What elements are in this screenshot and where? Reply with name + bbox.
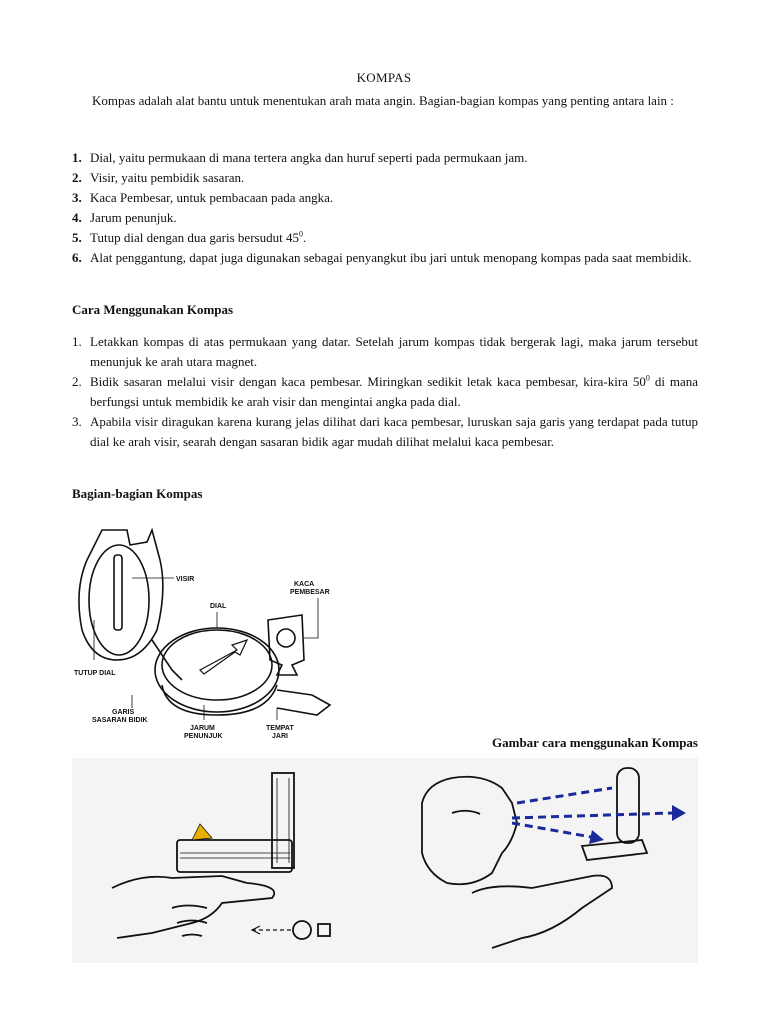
list-text: Dial, yaitu permukaan di mana tertera angka dan huruf seperti pada permukaan jam. (90, 150, 528, 165)
list-item (72, 188, 698, 208)
parts-list (72, 148, 698, 268)
intro-paragraph: Kompas adalah alat bantu untuk menentukan arah mata angin. Bagian-bagian kompas yang penting antara lain : (92, 93, 674, 108)
label-dial: DIAL (210, 603, 227, 610)
label-pembesar: PEMBESAR (290, 589, 330, 596)
figure-caption: Gambar cara menggunakan Kompas (492, 735, 698, 750)
list-item (72, 228, 698, 248)
hand-right-outline (472, 876, 612, 949)
list-text: Tutup dial dengan dua garis bersudut 45 (90, 230, 299, 245)
list-text: Jarum penunjuk. (90, 210, 177, 225)
sight-slot (114, 555, 122, 630)
degree-superscript: 0 (645, 373, 650, 383)
degree-superscript: 0 (298, 229, 303, 239)
arrowhead-icon (589, 830, 604, 844)
sight-icon (192, 824, 212, 840)
lid-inner (89, 545, 149, 655)
arrow-visir (517, 788, 612, 803)
label-visir: VISIR (176, 576, 195, 583)
compass-usage-illustration (72, 758, 698, 963)
arrow-dial (512, 823, 597, 838)
arrowhead-icon (672, 805, 686, 821)
face-outline (422, 777, 517, 885)
list-number: 5. (72, 230, 82, 245)
list-number: 1. (72, 150, 82, 165)
section-heading-bagian: Bagian-bagian Kompas (72, 486, 203, 501)
list-text: Alat penggantung, dapat juga digunakan sebagai penyangkut ibu jari untuk menopang kompas pada saat membidik. (90, 250, 692, 265)
hand-outline (112, 876, 274, 938)
finger-lines (172, 906, 207, 937)
list-number: 3. (72, 414, 82, 429)
label-jarum: JARUM (190, 725, 215, 732)
list-text: Apabila visir diragukan karena kurang jelas dilihat dari kaca pembesar, luruskan saja garis yang terdapat pada tutup dial ke arah visir, searah dengan sasaran bidik agar mudah dilihat melalui kaca pembesar. (90, 414, 698, 449)
page-title: KOMPAS (356, 69, 412, 85)
list-text-end: di mana berfungsi untuk membidik ke arah visir dan mengintai angka pada dial. (90, 374, 699, 409)
list-number: 6. (72, 250, 82, 265)
eyebrow (452, 811, 480, 814)
list-item (72, 372, 698, 412)
list-text-end: . (302, 230, 307, 245)
label-sasaran-bidik: SASARAN BIDIK (92, 717, 148, 724)
list-item (72, 332, 698, 372)
label-tutup-dial: TUTUP DIAL (74, 670, 116, 677)
list-text: Kaca Pembesar, untuk pembacaan pada angka. (90, 190, 334, 205)
label-kaca: KACA (294, 581, 315, 588)
list-item (72, 148, 698, 168)
magnifier-frame (268, 615, 304, 675)
sight-pin (318, 924, 330, 936)
list-number: 3. (72, 190, 82, 205)
label-tempat: TEMPAT (266, 725, 294, 732)
needle-icon (200, 640, 247, 674)
list-item (72, 248, 698, 268)
magnifier-lens (277, 629, 295, 647)
list-item (72, 412, 698, 452)
compass-lid (272, 773, 294, 868)
sight-ring (293, 921, 311, 939)
list-text: Letakkan kompas di atas permukaan yang datar. Setelah jarum kompas tidak bergerak lagi, maka jarum tersebut menunjuk ke arah utara magnet. (90, 334, 698, 369)
section-heading-cara: Cara Menggunakan Kompas (72, 302, 234, 317)
list-number: 2. (72, 374, 82, 389)
list-item (72, 168, 698, 188)
compass-parts-diagram (72, 520, 372, 750)
lid-outline (79, 530, 163, 660)
steps-list (72, 332, 698, 452)
label-jari: JARI (272, 733, 288, 740)
arrow-target (512, 813, 672, 818)
list-text: Bidik sasaran melalui visir dengan kaca pembesar. Miringkan sedikit letak kaca pembesar, kira-kira 50 (90, 374, 646, 389)
compass-lid-right (617, 768, 639, 843)
list-number: 2. (72, 170, 82, 185)
list-text: Visir, yaitu pembidik sasaran. (90, 170, 245, 185)
list-number: 1. (72, 334, 82, 349)
label-penunjuk: PENUNJUK (184, 733, 223, 740)
label-garis: GARIS (112, 709, 135, 716)
list-item (72, 208, 698, 228)
thumb-ring (277, 690, 330, 715)
list-number: 4. (72, 210, 82, 225)
